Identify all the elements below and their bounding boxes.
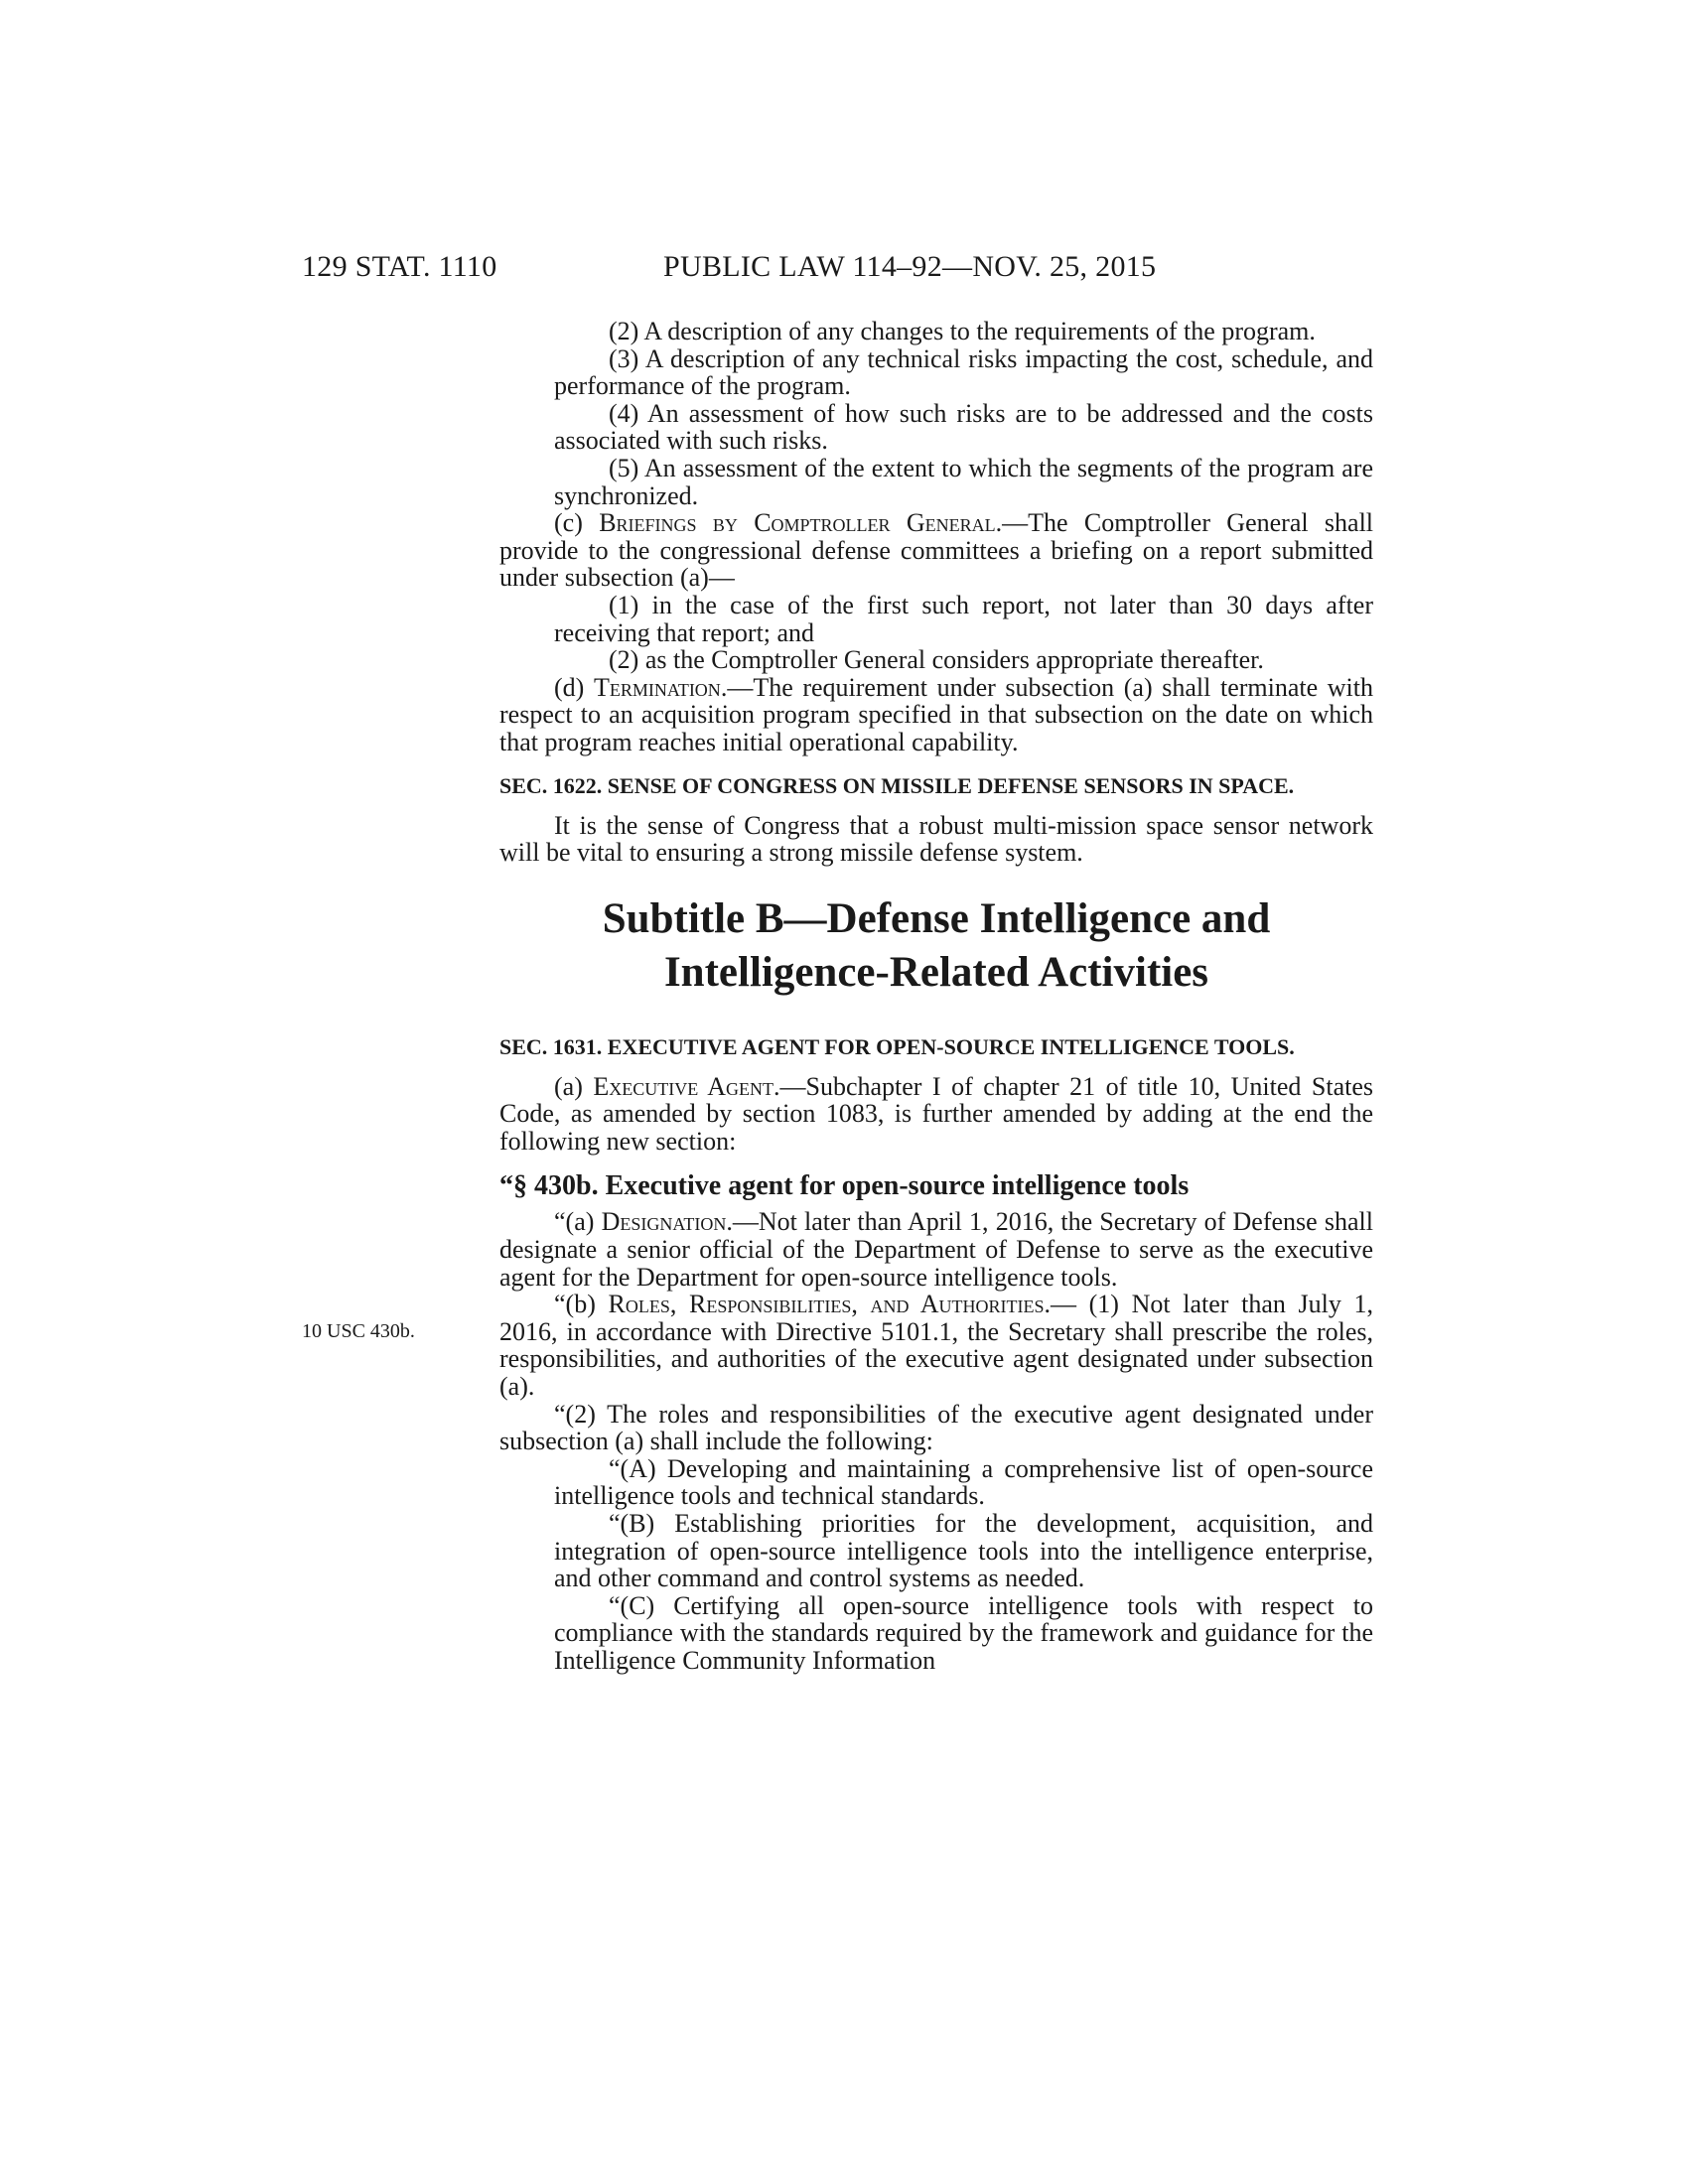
section-430b-b2-C: “(C) Certifying all open-source intelligence tools with respect to compliance with the standards required by the framework and guidance for the Intelligence Community Information bbox=[554, 1590, 1373, 1675]
stat-page-number: 129 STAT. 1110 bbox=[302, 250, 497, 283]
subsection-d-heading: Termination bbox=[593, 672, 721, 702]
subsection-a-heading: Executive Agent bbox=[593, 1071, 774, 1101]
subsection-d: (d) Termination.—The requirement under subsection (a) shall terminate with respect to an acquisition program specified in that subsection on the date on which that program reaches initial operational capability. bbox=[499, 672, 1373, 756]
designation-heading: Designation bbox=[601, 1207, 727, 1237]
section-430b-a: “(a) Designation.—Not later than April 1, 2016, the Secretary of Defense shall designate a senior official of the Department of Defense to serve as the executive agent for the Department for open-source intelligence tools. bbox=[499, 1207, 1373, 1292]
section-1631-heading: SEC. 1631. EXECUTIVE AGENT FOR OPEN-SOURCE INTELLIGENCE TOOLS. bbox=[499, 1033, 1295, 1059]
section-1622-heading: SEC. 1622. SENSE OF CONGRESS ON MISSILE DEFENSE SENSORS IN SPACE. bbox=[499, 772, 1295, 798]
section-430b-b2-A: “(A) Developing and maintaining a comprehensive list of open-source intelligence tools and technical standards. bbox=[554, 1453, 1373, 1511]
paragraph-c1: (1) in the case of the first such report, not later than 30 days after receiving that report; and bbox=[554, 590, 1373, 647]
subsection-c: (c) Briefings by Comptroller General.—The Comptroller General shall provide to the congressional defense committees a briefing on a report submitted under subsection (a)— bbox=[499, 508, 1374, 593]
paragraph-b3: (3) A description of any technical risks impacting the cost, schedule, and performance of the program. bbox=[554, 343, 1373, 401]
subsection-c-heading: Briefings by Comptroller General bbox=[599, 508, 996, 538]
section-430b-b2-B: “(B) Establishing priorities for the development, acquisition, and integration of open-source intelligence tools into the intelligence enterprise, and other command and control systems as needed. bbox=[554, 1509, 1373, 1593]
paragraph-c2: (2) as the Comptroller General considers appropriate thereafter. bbox=[609, 645, 1264, 675]
section-430b-b: “(b) Roles, Responsibilities, and Authorities.— (1) Not later than July 1, 2016, in accordance with Directive 5101.1, the Secretary shall prescribe the roles, responsibilities, and authorities of the executive agent designated under subsection (a). bbox=[499, 1290, 1374, 1402]
section-1631-subsection-a: (a) Executive Agent.—Subchapter I of chapter 21 of title 10, United States Code, as amended by section 1083, is further amended by adding at the end the following new section: bbox=[499, 1071, 1373, 1156]
section-1622-text: It is the sense of Congress that a robust multi-mission space sensor network will be vital to ensuring a strong missile defense system. bbox=[499, 810, 1373, 868]
subtitle-heading: Subtitle B—Defense Intelligence and Intelligence-Related Activities bbox=[602, 894, 1271, 996]
main-text-column bbox=[499, 318, 1373, 1675]
paragraph-b4: (4) An assessment of how such risks are to be addressed and the costs associated with such risks. bbox=[554, 398, 1373, 456]
section-430b-b2: “(2) The roles and responsibilities of the executive agent designated under subsection (a) shall include the following: bbox=[499, 1399, 1373, 1456]
public-law-citation: PUBLIC LAW 114–92—NOV. 25, 2015 bbox=[663, 250, 1157, 283]
section-430b-title: “§ 430b. Executive agent for open-source intelligence tools bbox=[499, 1170, 1190, 1202]
paragraph-b5: (5) An assessment of the extent to which the segments of the program are synchronized. bbox=[554, 453, 1373, 510]
paragraph-b2: (2) A description of any changes to the requirements of the program. bbox=[609, 317, 1316, 345]
roles-heading: Roles, Responsibilities, and Authorities bbox=[608, 1290, 1045, 1319]
margin-citation: 10 USC 430b. bbox=[302, 1320, 415, 1342]
